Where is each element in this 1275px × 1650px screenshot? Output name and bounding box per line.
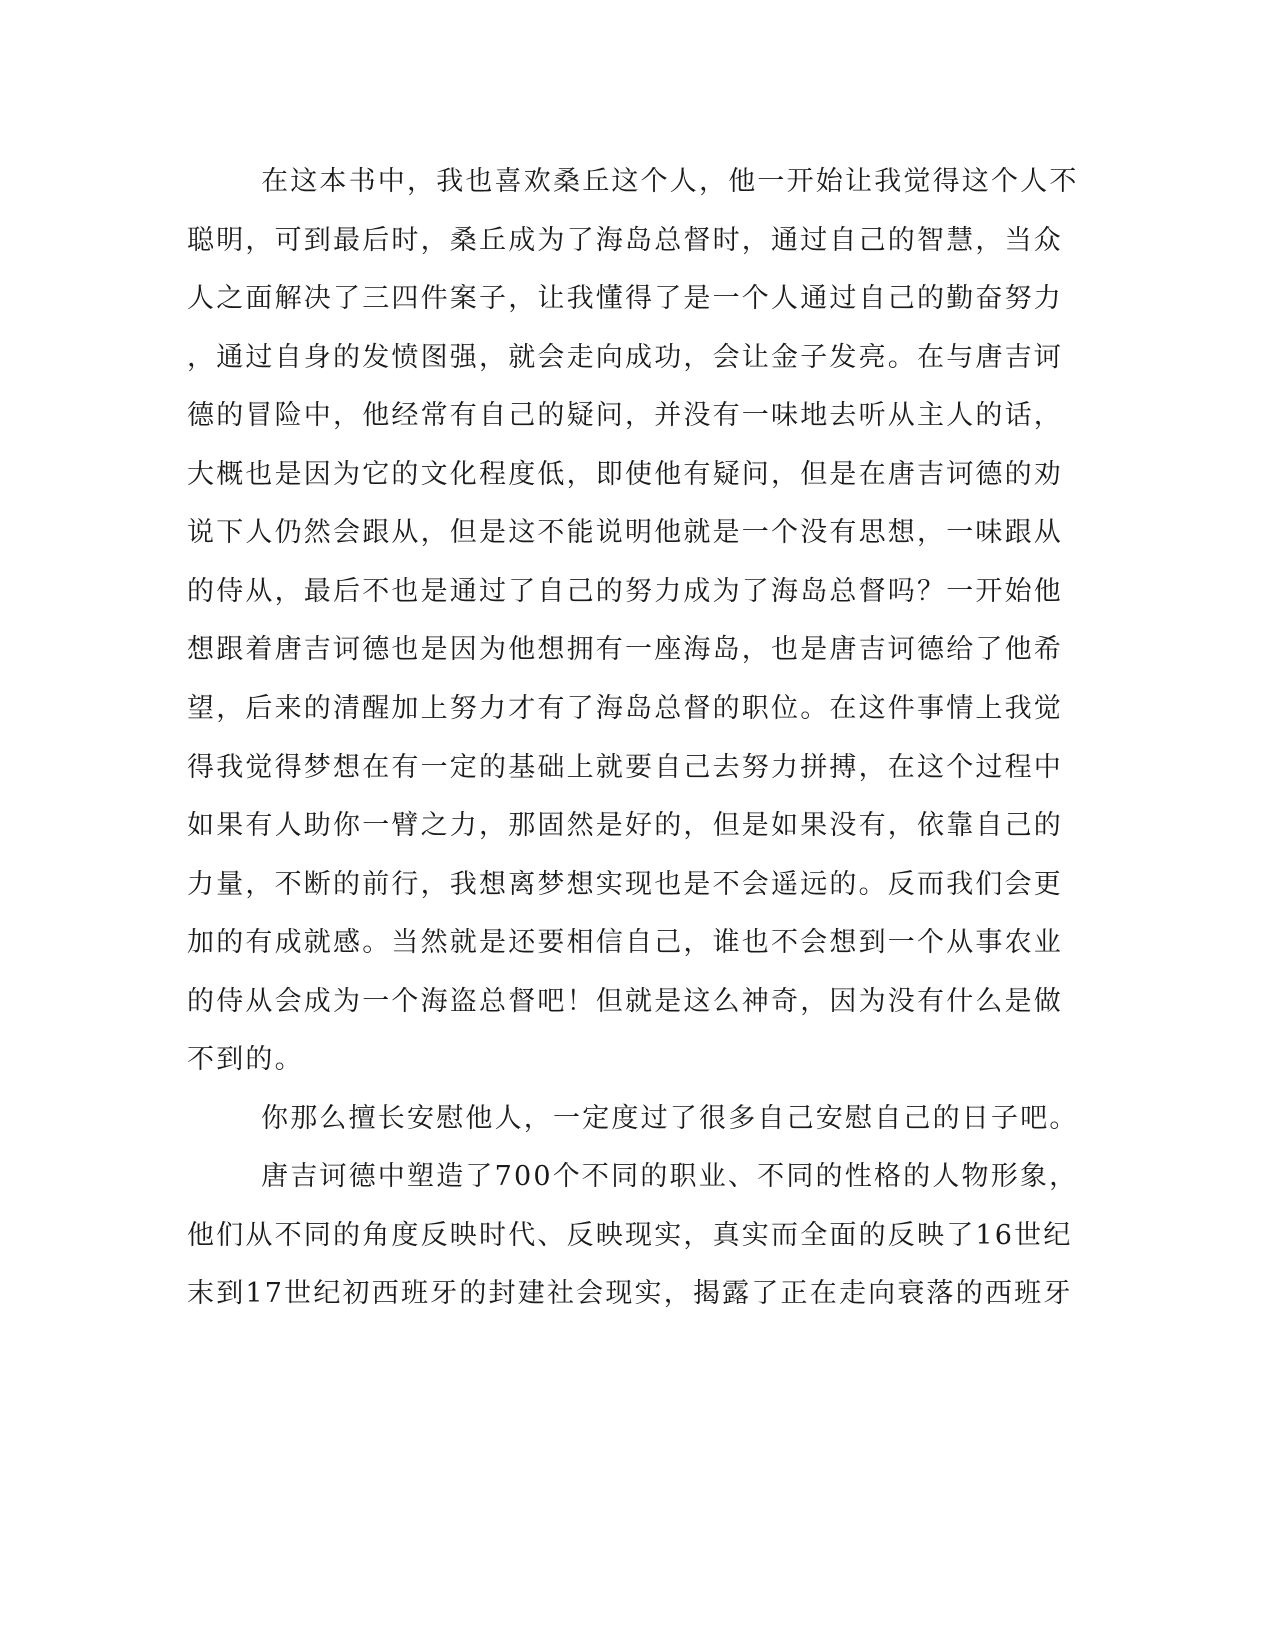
text-line: 得我觉得梦想在有一定的基础上就要自己去努力拼搏，在这个过程中: [187, 752, 1063, 783]
text-line: 的侍从，最后不也是通过了自己的努力成为了海岛总督吗？一开始他: [187, 576, 1063, 607]
text-line: 他们从不同的角度反映时代、反映现实，真实而全面的反映了16世纪: [187, 1220, 1073, 1251]
text-line: 想跟着唐吉诃德也是因为他想拥有一座海岛，也是唐吉诃德给了他希: [187, 634, 1063, 665]
text-line: 大概也是因为它的文化程度低，即使他有疑问，但是在唐吉诃德的劝: [187, 459, 1063, 490]
text-line: 望，后来的清醒加上努力才有了海岛总督的职位。在这件事情上我觉: [187, 693, 1063, 724]
text-line: 力量，不断的前行，我想离梦想实现也是不会遥远的。反而我们会更: [187, 869, 1063, 900]
text-line: 的侍从会成为一个海盗总督吧！但就是这么神奇，因为没有什么是做: [187, 986, 1063, 1017]
text-line: ，通过自身的发愤图强，就会走向成功，会让金子发亮。在与唐吉诃: [187, 342, 1063, 373]
text-line: 在这本书中，我也喜欢桑丘这个人，他一开始让我觉得这个人不: [261, 166, 1079, 197]
text-line: 如果有人助你一臂之力，那固然是好的，但是如果没有，依靠自己的: [187, 810, 1063, 841]
text-line: 不到的。: [187, 1044, 304, 1075]
text-line: 说下人仍然会跟从，但是这不能说明他就是一个没有思想，一味跟从: [187, 517, 1063, 548]
text-line: 德的冒险中，他经常有自己的疑问，并没有一味地去听从主人的话，: [187, 400, 1063, 431]
text-line: 末到17世纪初西班牙的封建社会现实，揭露了正在走向衰落的西班牙: [187, 1278, 1073, 1309]
text-line: 聪明，可到最后时，桑丘成为了海岛总督时，通过自己的智慧，当众: [187, 225, 1063, 256]
text-line: 人之面解决了三四件案子，让我懂得了是一个人通过自己的勤奋努力: [187, 283, 1063, 314]
text-line: 你那么擅长安慰他人，一定度过了很多自己安慰自己的日子吧。: [261, 1103, 1079, 1134]
text-line: 加的有成就感。当然就是还要相信自己，谁也不会想到一个从事农业: [187, 927, 1063, 958]
text-line: 唐吉诃德中塑造了700个不同的职业、不同的性格的人物形象，: [261, 1161, 1079, 1192]
